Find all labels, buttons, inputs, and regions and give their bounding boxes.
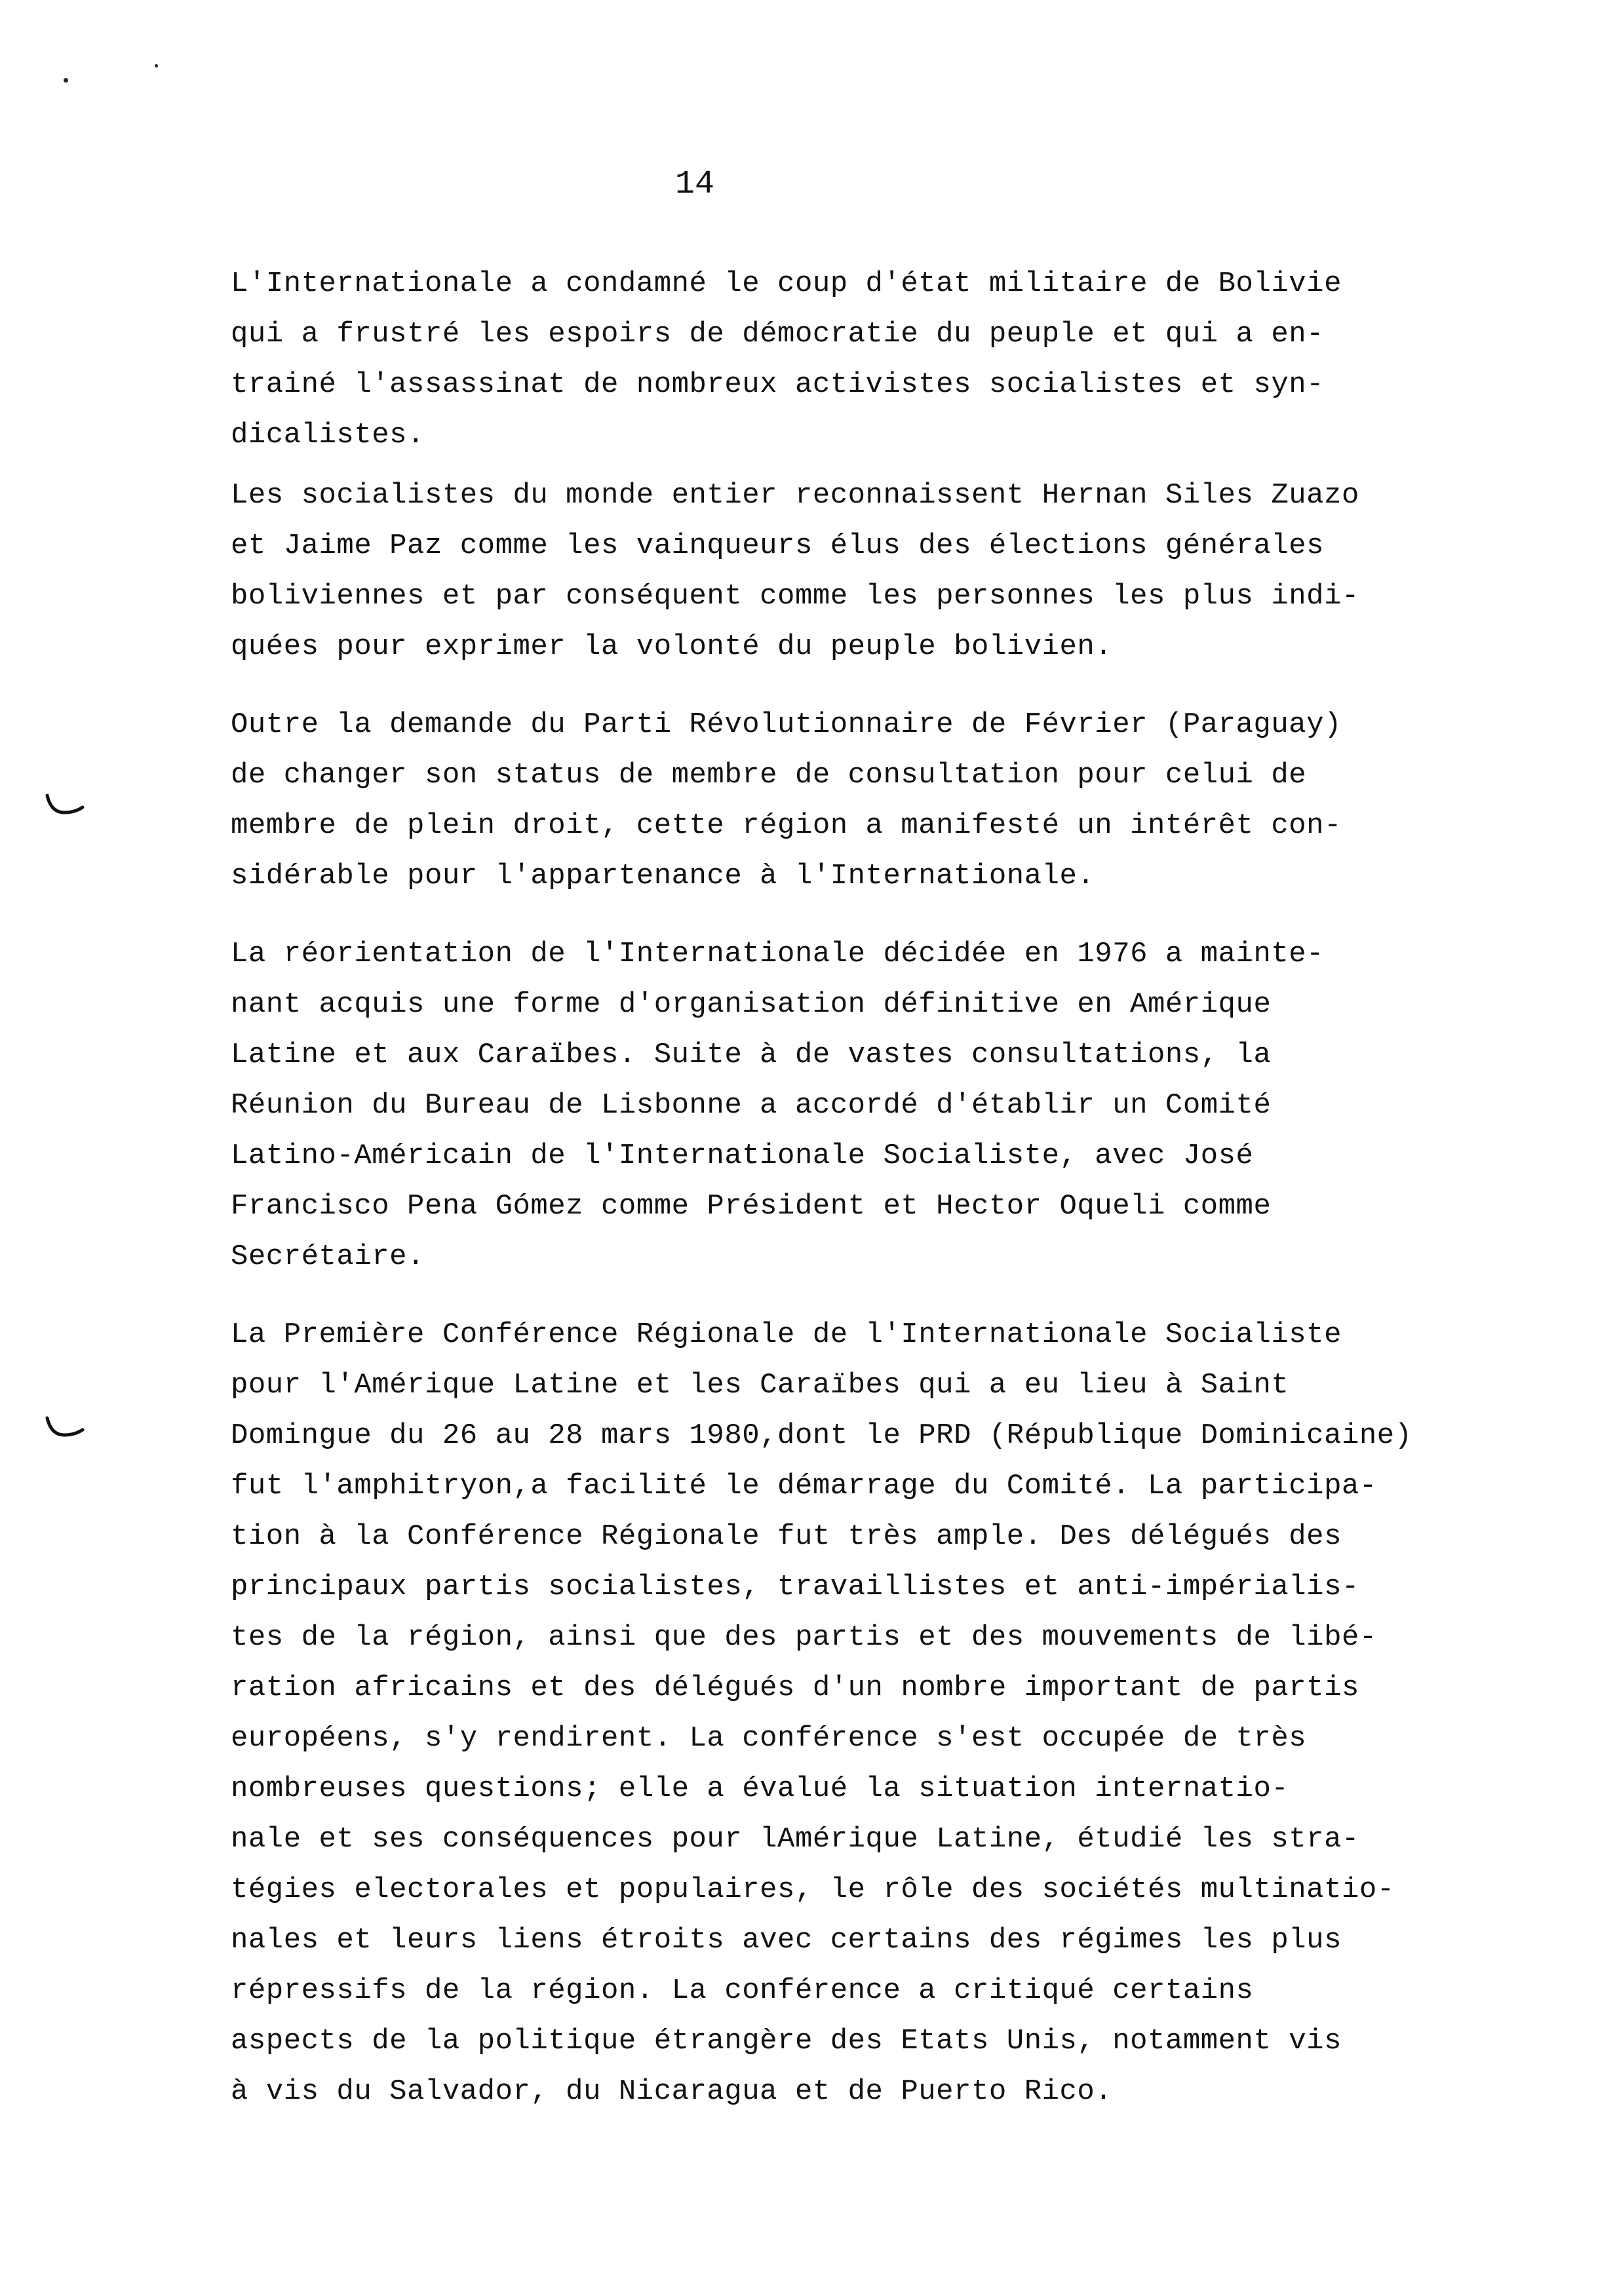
paragraph-reorientation-committee (231, 929, 1476, 1282)
text-line: nant acquis une forme d'organisation définitive en Amérique (231, 988, 1272, 1021)
text-line: Domingue du 26 au 28 mars 1980,dont le PRD (République Dominicaine) (231, 1419, 1412, 1452)
text-line: européens, s'y rendirent. La conférence s'est occupée de très (231, 1722, 1307, 1755)
text-line: Latine et aux Caraïbes. Suite à de vastes consultations, la (231, 1039, 1272, 1071)
margin-check-mark (45, 1415, 85, 1442)
text-line: L'Internationale a condamné le coup d'état militaire de Bolivie (231, 267, 1342, 300)
text-line: de changer son status de membre de consultation pour celui de (231, 759, 1307, 792)
text-line: répressifs de la région. La conférence a critiqué certains (231, 1974, 1254, 2007)
text-line: Francisco Pena Gómez comme Président et Hector Oqueli comme (231, 1190, 1272, 1223)
text-line: pour l'Amérique Latine et les Caraïbes qui a eu lieu à Saint (231, 1369, 1289, 1402)
text-line: membre de plein droit, cette région a manifesté un intérêt con- (231, 809, 1342, 842)
text-line: dicalistes. (231, 419, 425, 451)
paragraph-regional-conference (231, 1310, 1476, 2117)
text-line: Les socialistes du monde entier reconnaissent Hernan Siles Zuazo (231, 479, 1359, 512)
text-line: aspects de la politique étrangère des Etats Unis, notamment vis (231, 2025, 1342, 2057)
text-line: boliviennes et par conséquent comme les personnes les plus indi- (231, 580, 1359, 613)
text-line: nale et ses conséquences pour lAmérique Latine, étudié les stra- (231, 1823, 1359, 1856)
text-line: quées pour exprimer la volonté du peuple bolivien. (231, 630, 1113, 663)
scan-speck (155, 64, 158, 67)
text-line: principaux partis socialistes, travaillistes et anti-impérialis- (231, 1571, 1359, 1603)
text-line: sidérable pour l'appartenance à l'Internationale. (231, 860, 1095, 892)
text-line: et Jaime Paz comme les vainqueurs élus des élections générales (231, 529, 1325, 562)
text-line: tion à la Conférence Régionale fut très ample. Des délégués des (231, 1520, 1342, 1553)
text-line: ration africains et des délégués d'un nombre important de partis (231, 1672, 1359, 1704)
text-line: tégies electorales et populaires, le rôle des sociétés multinatio- (231, 1873, 1395, 1906)
text-line: qui a frustré les espoirs de démocratie du peuple et qui a en- (231, 318, 1325, 351)
text-line: Outre la demande du Parti Révolutionnaire de Février (Paraguay) (231, 708, 1342, 741)
text-line: à vis du Salvador, du Nicaragua et de Puerto Rico. (231, 2075, 1113, 2108)
paragraph-election-winners (231, 470, 1476, 672)
margin-check-mark (45, 793, 85, 819)
text-line: fut l'amphitryon,a facilité le démarrage du Comité. La participa- (231, 1470, 1377, 1502)
text-line: Latino-Américain de l'Internationale Socialiste, avec José (231, 1139, 1254, 1172)
text-line: Secrétaire. (231, 1240, 425, 1273)
text-line: La Première Conférence Régionale de l'Internationale Socialiste (231, 1318, 1342, 1351)
text-line: trainé l'assassinat de nombreux activistes socialistes et syn- (231, 368, 1325, 401)
text-line: nombreuses questions; elle a évalué la situation internatio- (231, 1772, 1289, 1805)
paragraph-paraguay-membership (231, 700, 1476, 902)
text-line: nales et leurs liens étroits avec certains des régimes les plus (231, 1924, 1342, 1957)
text-line: tes de la région, ainsi que des partis et des mouvements de libé- (231, 1621, 1377, 1654)
paragraph-bolivia-coup (231, 259, 1476, 461)
scan-speck (64, 78, 68, 83)
page-number: 14 (675, 166, 715, 203)
text-line: La réorientation de l'Internationale décidée en 1976 a mainte- (231, 938, 1325, 970)
text-line: Réunion du Bureau de Lisbonne a accordé d'établir un Comité (231, 1089, 1272, 1122)
